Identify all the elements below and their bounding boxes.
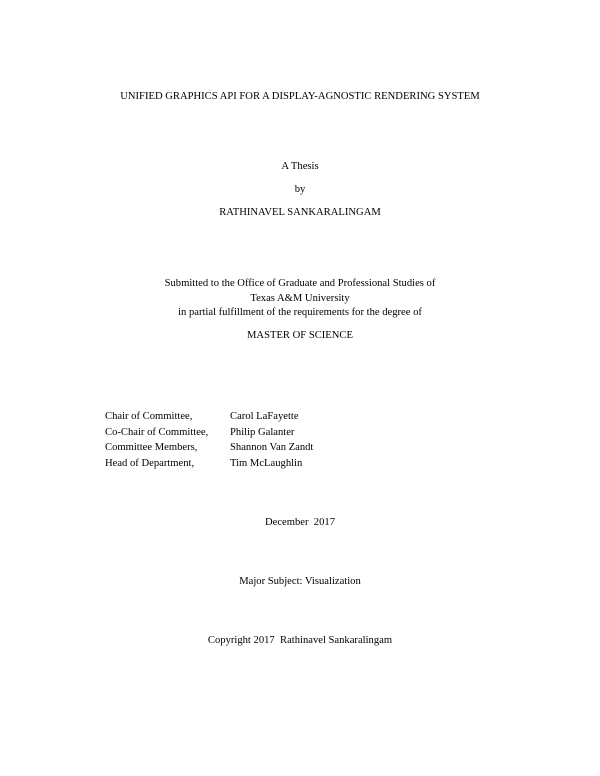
committee-member-name: Shannon Van Zandt [230,442,314,454]
submission-line-3: in partial fulfillment of the requirements for the degree of [178,307,422,318]
committee-role: Committee Members, [105,442,198,454]
major-subject: Major Subject: Visualization [239,576,361,587]
thesis-title: UNIFIED GRAPHICS API FOR A DISPLAY-AGNOSTIC RENDERING SYSTEM [120,91,480,102]
copyright-notice: Copyright 2017 Rathinavel Sankaralingam [207,635,393,646]
submission-line-1: Submitted to the Office of Graduate and Professional Studies of [164,278,436,289]
submission-date: December 2017 [264,517,335,528]
author-name: RATHINAVEL SANKARALINGAM [219,207,381,218]
submission-line-2: Texas A&M University [250,293,350,304]
committee-member-name: Carol LaFayette [230,411,299,422]
committee-role: Co-Chair of Committee, [105,426,209,438]
committee-member-name: Tim McLaughlin [230,458,303,470]
committee-role: Chair of Committee, [105,411,193,422]
by-label: by [294,184,306,195]
committee-role: Head of Department, [105,458,195,470]
document-type: A Thesis [281,161,319,172]
committee-member-name: Philip Galanter [230,426,295,438]
degree-name: MASTER OF SCIENCE [247,330,353,341]
